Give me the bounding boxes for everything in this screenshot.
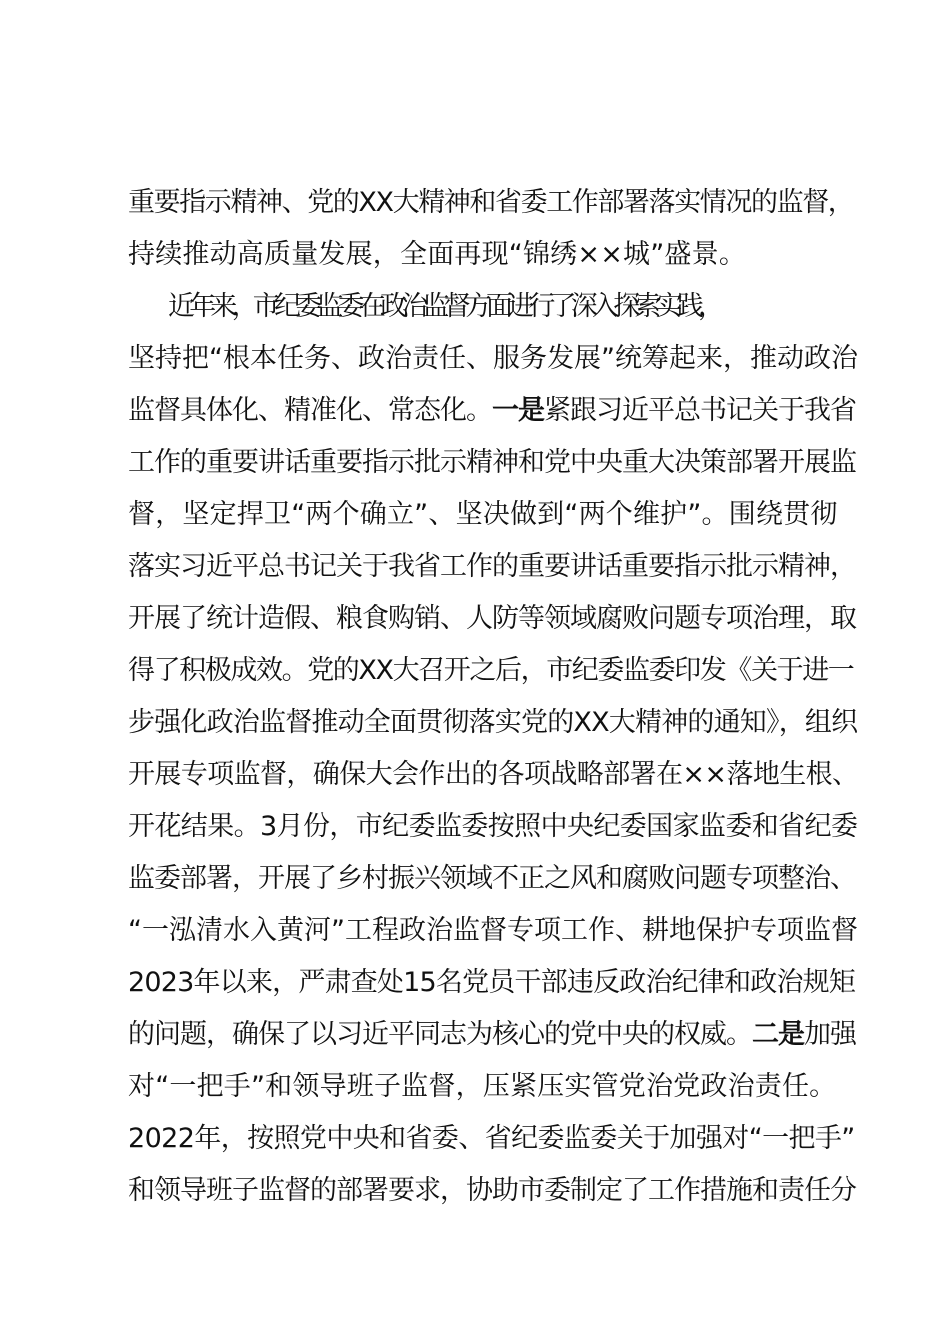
text-line: 持续推动高质量发展，全面再现“锦绣××城”盛景。 bbox=[128, 239, 747, 270]
text-segment: 紧跟习近平总书记关于我省 bbox=[544, 395, 856, 426]
text-line: 开花结果。3月份，市纪委监委按照中央纪委国家监委和省纪委 bbox=[128, 811, 858, 842]
text-line: 2023年以来，严肃查处15名党员干部违反政治纪律和政治规矩 bbox=[128, 967, 856, 998]
text-line: 重要指示精神、党的XX大精神和省委工作部署落实情况的监督， bbox=[128, 187, 854, 218]
paragraph-first-line: 近年来，市纪委监委在政治监督方面进行了深入探索实践， bbox=[168, 291, 720, 322]
text-segment: 监督具体化、精准化、常态化。 bbox=[128, 395, 492, 426]
text-line: 和领导班子监督的部署要求，协助市委制定了工作措施和责任分 bbox=[128, 1175, 856, 1206]
bold-marker: 一是 bbox=[492, 395, 544, 426]
text-segment: 加强 bbox=[804, 1019, 856, 1050]
bold-marker: 二是 bbox=[752, 1019, 804, 1050]
text-line bbox=[128, 1015, 858, 1055]
text-segment: 的问题，确保了以习近平同志为核心的党中央的权威。 bbox=[128, 1019, 752, 1050]
text-line bbox=[128, 391, 858, 431]
text-line: 步强化政治监督推动全面贯彻落实党的XX大精神的通知》，组织 bbox=[128, 707, 858, 738]
text-line: 得了积极成效。党的XX大召开之后，市纪委监委印发《关于进一 bbox=[128, 655, 854, 686]
text-line: 落实习近平总书记关于我省工作的重要讲话重要指示批示精神， bbox=[128, 551, 856, 582]
text-line: 督，坚定捍卫“两个确立”、坚决做到“两个维护”。围绕贯彻 bbox=[128, 499, 838, 530]
text-line: 开展专项监督，确保大会作出的各项战略部署在××落地生根、 bbox=[128, 759, 859, 790]
text-line: 2022年，按照党中央和省委、省纪委监委关于加强对“一把手” bbox=[128, 1123, 855, 1154]
text-line: 对“一把手”和领导班子监督，压紧压实管党治党政治责任。 bbox=[128, 1071, 837, 1102]
text-line: 开展了统计造假、粮食购销、人防等领域腐败问题专项治理，取 bbox=[128, 603, 856, 634]
text-line: “一泓清水入黄河”工程政治监督专项工作、耕地保护专项监督 bbox=[128, 915, 858, 946]
text-line: 工作的重要讲话重要指示批示精神和党中央重大决策部署开展监 bbox=[128, 447, 856, 478]
text-line: 监委部署，开展了乡村振兴领域不正之风和腐败问题专项整治、 bbox=[128, 863, 856, 894]
text-line: 坚持把“根本任务、政治责任、服务发展”统筹起来，推动政治 bbox=[128, 343, 858, 374]
